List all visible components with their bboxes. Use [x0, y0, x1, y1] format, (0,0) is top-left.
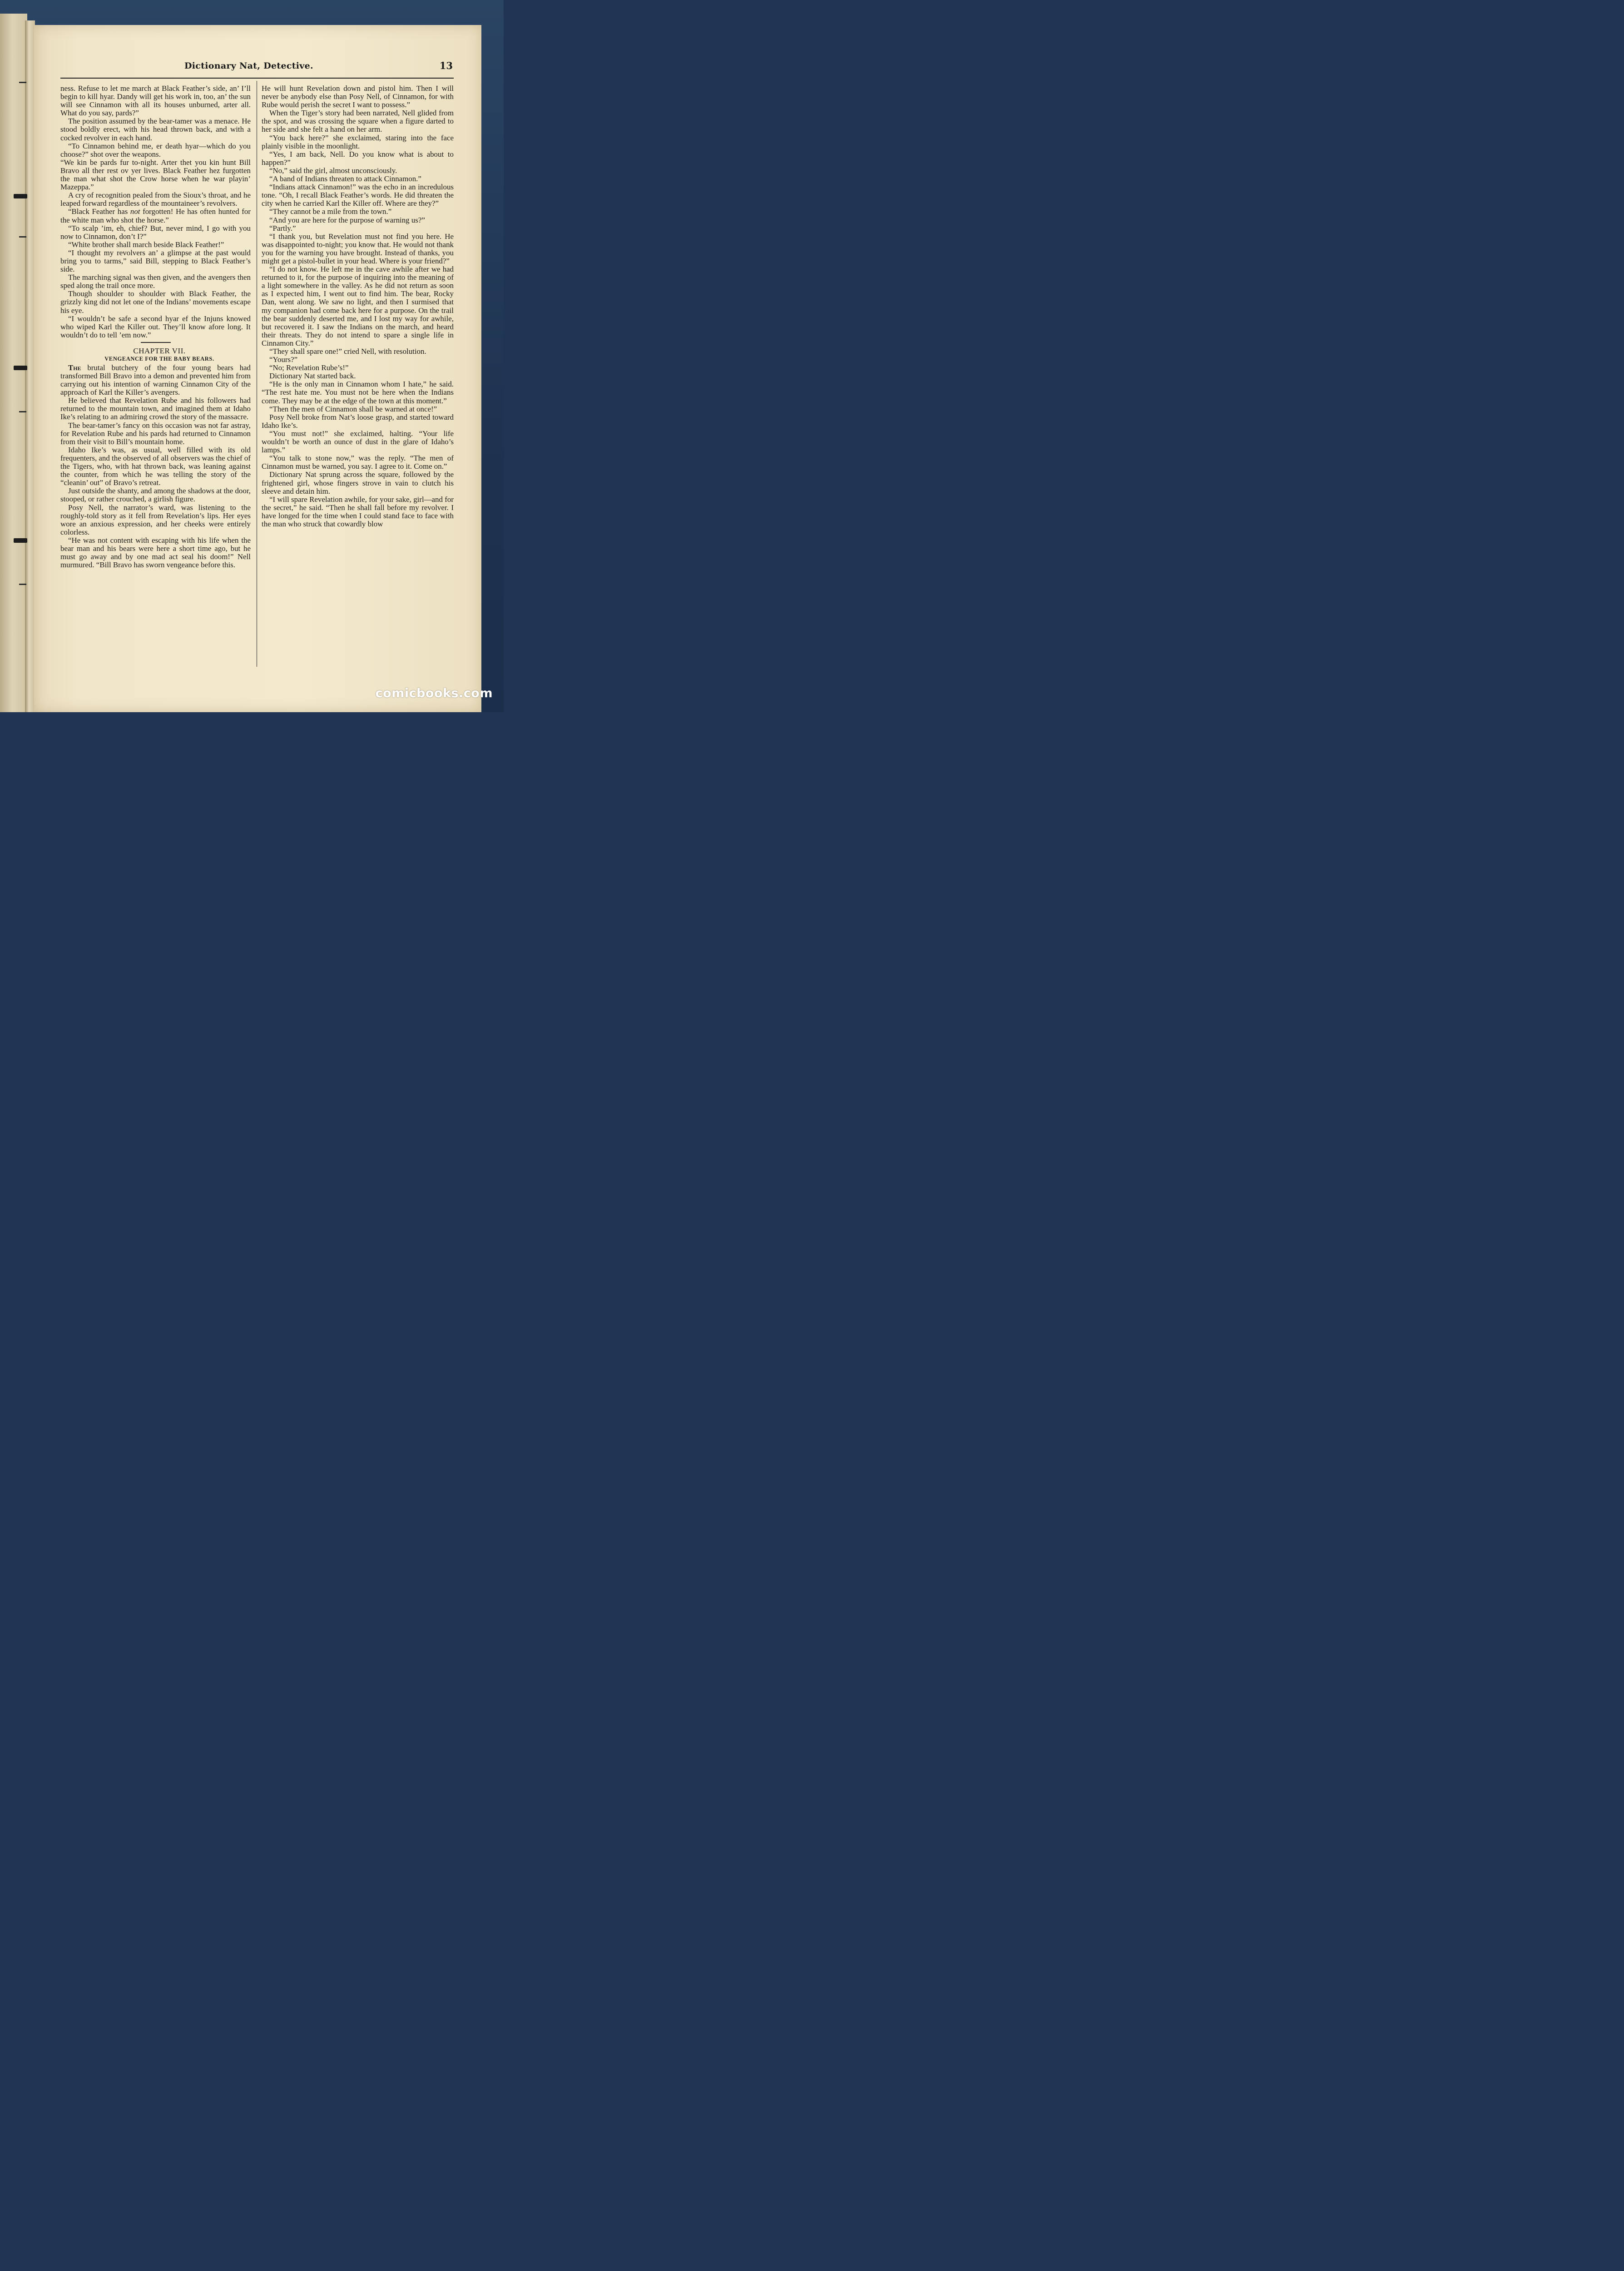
binding-mark	[19, 82, 26, 83]
paragraph: “I do not know. He left me in the cave awhile after we had returned to it, for the purpose of inquiring into the meaning of a light somewhere in the valley. As he did not return as soon as I expected him, I went out to find him. The bear, Rocky Dan, went along. We saw no light, and then I surmised that my companion had come back here for a purpose. On the trail the bear suddenly deserted me, and I lost my way for awhile, but recovered it. I saw the Indians on the march, and heard their threats. They do not intend to spare a single life in Cinnamon City.”	[262, 265, 454, 347]
paragraph: “I thank you, but Revelation must not find you here. He was disappointed to-night; you know that. He would not thank you for the warning you have brought. Instead of thanks, you might get a pistol-bullet in your head. Where is your friend?”	[262, 232, 454, 265]
paragraph: “He is the only man in Cinnamon whom I hate,” he said. “The rest hate me. You must not be here when the Indians come. They may be at the edge of the town at this moment.”	[262, 380, 454, 405]
facing-page-edge	[0, 14, 27, 712]
paragraph: “You back here?” she exclaimed, staring into the face plainly visible in the moonlight.	[262, 133, 454, 150]
paragraph: Idaho Ike’s was, as usual, well filled with its old frequenters, and the observed of all observers was the chief of the Tigers, who, with hat thrown back, was leaning against the counter, from which he was telling the story of the “cleanin’ out” of Bravo’s retreat.	[60, 445, 251, 487]
paragraph: “They shall spare one!” cried Nell, with resolution.	[269, 347, 426, 356]
paragraph	[60, 208, 251, 224]
paragraph: “We kin be pards fur to-night. Arter thet you kin hunt Bill Bravo all ther rest ov yer lives. Black Feather hez furgotten the man what shot the Crow horse when he war playin’ Mazeppa.”	[60, 158, 251, 192]
paragraph: “You talk to stone now,” was the reply. “The men of Cinnamon must be warned, you say. I agree to it. Come on.”	[262, 454, 454, 471]
paragraph: “And you are here for the purpose of warning us?”	[269, 215, 425, 224]
paragraph: “You must not!” she exclaimed, halting. “Your life wouldn’t be worth an ounce of dust in the glare of Idaho’s lamps.”	[262, 429, 454, 455]
paragraph: “Partly.”	[269, 223, 296, 233]
page-header	[60, 60, 454, 73]
running-title: Dictionary Nat, Detective.	[184, 61, 313, 71]
paragraph: The marching signal was then given, and the avengers then sped along the trail once more.	[60, 273, 251, 290]
paragraph: The position assumed by the bear-tamer was a menace. He stood boldly erect, with his head thrown back, and with a cocked revolver in each hand.	[60, 117, 251, 142]
paragraph: ness. Refuse to let me march at Black Feather’s side, an’ I’ll begin to kill hyar. Dandy will get his work in, too, an’ the sun will see Cinnamon with all its houses unburned, arter all. What do you say, pards?”	[60, 84, 251, 118]
paragraph: He will hunt Revelation down and pistol him. Then I will never be anybody else than Posy Nell, of Cinnamon, for with Rube would perish the secret I want to possess.”	[262, 84, 454, 109]
paragraph: “Yours?”	[269, 355, 298, 364]
paragraph: “I thought my revolvers an’ a glimpse at the past would bring you to tarms,” said Bill, stepping to Black Feather’s side.	[60, 248, 251, 274]
paragraph	[60, 364, 251, 397]
paragraph: “To scalp ’im, eh, chief? But, never mind, I go with you now to Cinnamon, don’t I?”	[60, 223, 251, 241]
binding-staple	[14, 538, 27, 543]
paragraph: “No; Revelation Rube’s!”	[269, 363, 349, 372]
paragraph: Posy Nell, the narrator’s ward, was listening to the roughly-told story as it fell from Revelation’s lips. Her eyes wore an anxious expression, and her cheeks were entirely colorless.	[60, 503, 251, 536]
header-rule	[60, 78, 454, 79]
paragraph-text: “Black Feather has	[68, 207, 130, 216]
paragraph: “He was not content with escaping with his life when the bear man and his bears were here a short time ago, but he must go away and by one mad act seal his doom!” Nell murmured. “Bill Bravo has sworn vengeance before this.	[60, 536, 251, 570]
binding-mark	[19, 236, 26, 238]
paragraph: Posy Nell broke from Nat’s loose grasp, and started toward Idaho Ike’s.	[262, 412, 454, 430]
paragraph: “I will spare Revelation awhile, for your sake, girl—and for the secret,” he said. “Then he shall fall before my revolver. I have longed for the time when I could stand face to face with the man who struck that cowardly blow	[262, 495, 454, 528]
paragraph: Dictionary Nat started back.	[269, 372, 356, 381]
chapter-subtitle: VENGEANCE FOR THE BABY BEARS.	[104, 355, 214, 362]
right-column	[262, 84, 454, 528]
paragraph: “No,” said the girl, almost unconsciously.	[269, 166, 397, 175]
paragraph: When the Tiger’s story had been narrated, Nell glided from the spot, and was crossing the square when a figure darted to her side and she felt a hand on her arm.	[262, 109, 454, 134]
paragraph: “They cannot be a mile from the town.”	[269, 207, 392, 216]
paragraph-text: brutal butchery of the four young bears had transformed Bill Bravo into a demon and prevented him from carrying out his intention of warning Cinnamon City of the approach of Karl the Killer’s avengers.	[60, 363, 251, 397]
paragraph: He believed that Revelation Rube and his followers had returned to the mountain town, and imagined them at Idaho Ike’s relating to an admiring crowd the story of the massacre.	[60, 396, 251, 421]
paragraph: Just outside the shanty, and among the shadows at the door, stooped, or rather crouched, a girlish figure.	[60, 486, 251, 504]
paragraph: “Yes, I am back, Nell. Do you know what is about to happen?”	[262, 149, 454, 167]
left-column	[60, 84, 251, 569]
paragraph: “To Cinnamon behind me, er death hyar—which do you choose?” shot over the weapons.	[60, 141, 251, 159]
paragraph: The bear-tamer’s fancy on this occasion was not far astray, for Revelation Rube and his pards had returned to Cinnamon from their visit to Bill’s mountain home.	[60, 421, 251, 446]
paragraph: “Indians attack Cinnamon!” was the echo in an incredulous tone. “Oh, I recall Black Feather’s words. He did threaten the city when he carried Karl the Killer off. Where are they?”	[262, 183, 454, 208]
page-number: 13	[439, 60, 453, 71]
paragraph: “A band of Indians threaten to attack Cinnamon.”	[269, 174, 421, 183]
paragraph: A cry of recognition pealed from the Sioux’s throat, and he leaped forward regardless of the mountaineer’s revolvers.	[60, 191, 251, 208]
binding-staple	[14, 194, 27, 198]
paragraph: Though shoulder to shoulder with Black Feather, the grizzly king did not let one of the Indians’ movements escape his eye.	[60, 289, 251, 315]
binding-mark	[19, 411, 26, 412]
binding-mark	[19, 584, 26, 585]
paragraph: “I wouldn’t be safe a second hyar ef the Injuns knowed who wiped Karl the Killer out. They’ll know afore long. It wouldn’t do to tell ’em now.”	[60, 314, 251, 339]
scan-background	[0, 0, 504, 712]
binding-staple	[14, 366, 27, 370]
lead-word: The	[68, 363, 81, 372]
emphasis-text: not	[130, 207, 140, 216]
paragraph-text: forgotten! He has often hunted for the white man who shot the horse.”	[60, 207, 251, 224]
paragraph: “White brother shall march beside Black Feather!”	[68, 240, 224, 249]
chapter-rule	[141, 342, 171, 343]
paragraph: Dictionary Nat sprung across the square, followed by the frightened girl, whose fingers strove in vain to clutch his sleeve and detain him.	[262, 470, 454, 496]
site-watermark: comicbooks.com	[375, 686, 493, 700]
paragraph: “Then the men of Cinnamon shall be warned at once!”	[269, 404, 437, 413]
chapter-heading: CHAPTER VII.	[133, 346, 186, 355]
